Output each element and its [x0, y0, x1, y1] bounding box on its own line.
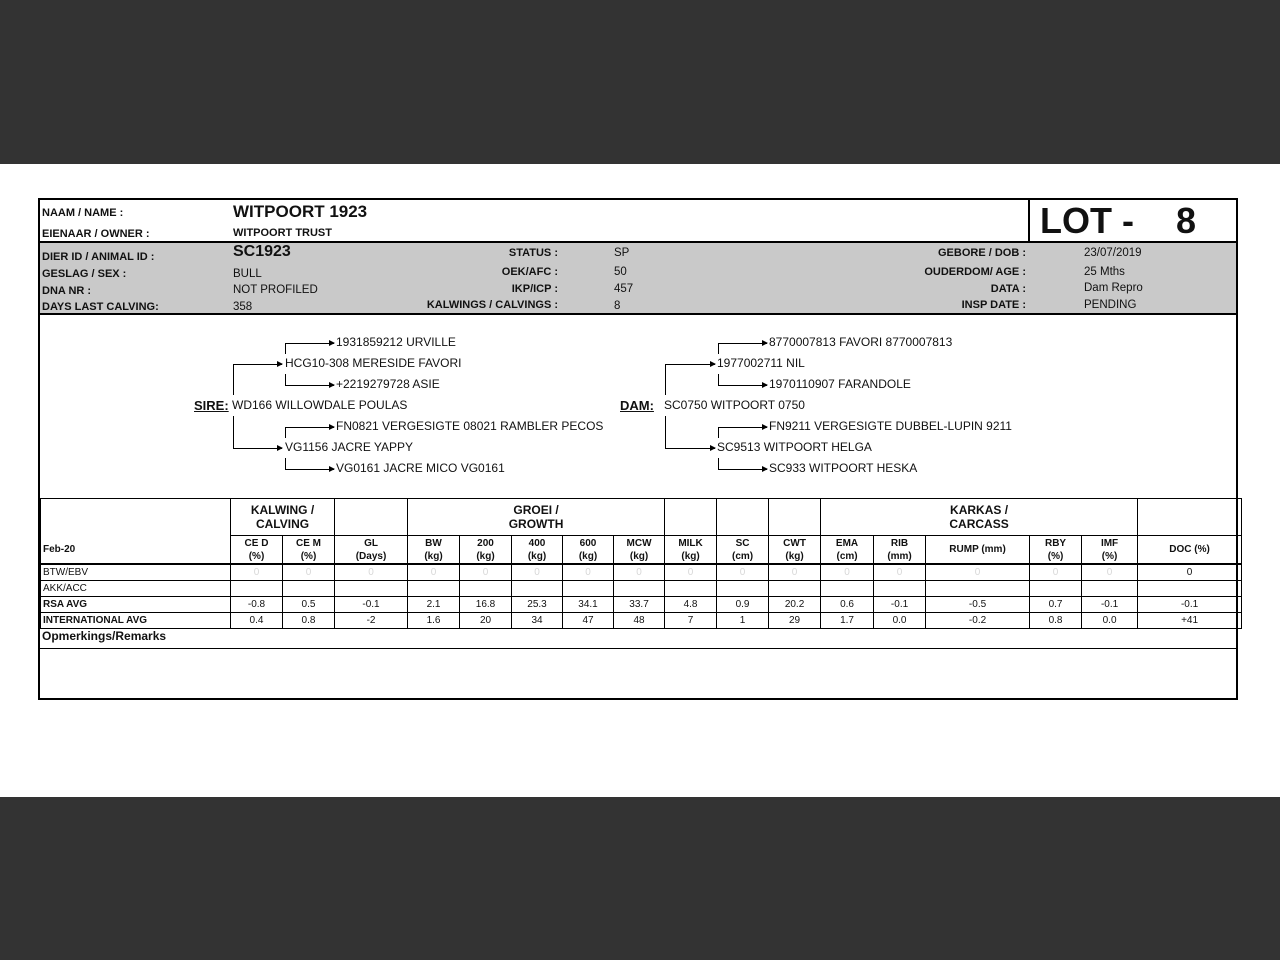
- sire-line-down: [233, 416, 234, 448]
- animal-id-value: SC1923: [233, 243, 291, 260]
- name-label: NAAM / NAME :: [42, 207, 124, 219]
- age-value: 25 Mths: [1084, 266, 1125, 278]
- table-cell: [231, 581, 283, 597]
- column-header: EMA (cm): [821, 536, 874, 565]
- column-header: GL (Days): [335, 536, 408, 565]
- table-cell: -0.1: [1082, 597, 1138, 613]
- table-cell: 20.2: [769, 597, 821, 613]
- table-cell: 25.3: [512, 597, 563, 613]
- table-cell: [926, 581, 1030, 597]
- table-cell: 1: [717, 613, 769, 629]
- table-cell: 0: [769, 564, 821, 581]
- status-value: SP: [614, 247, 630, 259]
- table-cell: 20: [460, 613, 512, 629]
- animal-id-label: DIER ID / ANIMAL ID :: [42, 251, 155, 263]
- table-cell: 7: [665, 613, 717, 629]
- dam-line-up: [665, 364, 666, 395]
- table-cell: -0.1: [1138, 597, 1242, 613]
- group-growth: GROEI / GROWTH: [408, 499, 665, 536]
- ikp-label: IKP/ICP :: [511, 283, 558, 295]
- dam-label: DAM:: [620, 398, 654, 413]
- table-row: [41, 581, 1242, 597]
- sire-name: WD166 WILLOWDALE POULAS: [232, 398, 408, 412]
- table-cell: [665, 581, 717, 597]
- table-cell: -0.1: [335, 597, 408, 613]
- table-cell: 0.5: [283, 597, 335, 613]
- column-header: 200 (kg): [460, 536, 512, 565]
- age-label: OUDERDOM/ AGE :: [924, 266, 1026, 278]
- table-cell: 1.6: [408, 613, 460, 629]
- dam-sire-dam-name: 1970110907 FARANDOLE: [769, 377, 911, 391]
- ds-line-down: [718, 374, 719, 385]
- table-cell: 0.8: [283, 613, 335, 629]
- column-header: RBY (%): [1030, 536, 1082, 565]
- table-cell: -0.8: [231, 597, 283, 613]
- sire-label: SIRE:: [194, 398, 229, 413]
- table-cell: 0: [717, 564, 769, 581]
- days-value: 358: [233, 301, 253, 313]
- sire-dam-sire-name: FN0821 VERGESIGTE 08021 RAMBLER PECOS: [336, 419, 604, 433]
- table-cell: 0: [1138, 564, 1242, 581]
- dob-label: GEBORE / DOB :: [937, 247, 1026, 259]
- ikp-value: 457: [614, 283, 634, 295]
- table-cell: [1138, 581, 1242, 597]
- table-cell: 0: [614, 564, 665, 581]
- table-cell: 2.1: [408, 597, 460, 613]
- ss-line-up: [285, 343, 286, 354]
- column-header: 600 (kg): [563, 536, 614, 565]
- insp-value: PENDING: [1084, 299, 1137, 311]
- owner-value: WITPOORT TRUST: [233, 227, 332, 239]
- days-label: DAYS LAST CALVING:: [42, 301, 159, 313]
- animal-card: [38, 198, 1238, 700]
- column-header: BW (kg): [408, 536, 460, 565]
- table-cell: [283, 581, 335, 597]
- table-cell: 0.0: [874, 613, 926, 629]
- table-cell: 0: [926, 564, 1030, 581]
- table-cell: 0: [408, 564, 460, 581]
- table-cell: 0: [1082, 564, 1138, 581]
- dam-name: SC0750 WITPOORT 0750: [664, 398, 805, 412]
- table-cell: 0.7: [1030, 597, 1082, 613]
- sex-label: GESLAG / SEX :: [42, 268, 127, 280]
- table-cell: 0: [231, 564, 283, 581]
- sire-line-up: [233, 364, 234, 395]
- sire-sire-dam-name: +2219279728 ASIE: [336, 377, 440, 391]
- sire-arrow-sire: [233, 364, 282, 365]
- dna-value: NOT PROFILED: [233, 284, 318, 296]
- table-cell: 4.8: [665, 597, 717, 613]
- table-cell: 0.4: [231, 613, 283, 629]
- sire-sire-sire-name: 1931859212 URVILLE: [336, 335, 456, 349]
- ds-line-up: [718, 343, 719, 354]
- table-cell: [1030, 581, 1082, 597]
- table-cell: -0.5: [926, 597, 1030, 613]
- table-cell: [874, 581, 926, 597]
- table-cell: [335, 581, 408, 597]
- calvings-label: KALWINGS / CALVINGS :: [426, 299, 558, 311]
- table-cell: 0: [283, 564, 335, 581]
- table-cell: [1082, 581, 1138, 597]
- data-value: Dam Repro: [1084, 282, 1143, 294]
- ds-arrow-sire: [718, 343, 767, 344]
- table-cell: 29: [769, 613, 821, 629]
- sire-dam-dam-name: VG0161 JACRE MICO VG0161: [336, 461, 505, 475]
- column-header: CE M (%): [283, 536, 335, 565]
- dd-line-up: [718, 427, 719, 438]
- dob-value: 23/07/2019: [1084, 247, 1142, 259]
- table-cell: [717, 581, 769, 597]
- column-header: MCW (kg): [614, 536, 665, 565]
- table-cell: -0.1: [874, 597, 926, 613]
- table-cell: [460, 581, 512, 597]
- table-cell: 34: [512, 613, 563, 629]
- sd-line-down: [285, 458, 286, 469]
- table-cell: [563, 581, 614, 597]
- table-cell: 0.0: [1082, 613, 1138, 629]
- sire-arrow-dam: [233, 448, 282, 449]
- row-label: BTW/EBV: [41, 564, 231, 581]
- owner-label: EIENAAR / OWNER :: [42, 228, 150, 240]
- ds-arrow-dam: [718, 385, 767, 386]
- table-cell: 0: [1030, 564, 1082, 581]
- dd-arrow-sire: [718, 427, 767, 428]
- date-label: Feb-20: [41, 536, 231, 565]
- table-cell: 0: [512, 564, 563, 581]
- table-cell: 16.8: [460, 597, 512, 613]
- row-label: AKK/ACC: [41, 581, 231, 597]
- sheet: [0, 164, 1280, 797]
- table-cell: 0: [821, 564, 874, 581]
- dam-arrow-dam: [665, 448, 715, 449]
- column-header: DOC (%): [1138, 536, 1242, 565]
- dam-sire-name: 1977002711 NIL: [717, 356, 805, 370]
- table-row: [41, 564, 1242, 581]
- table-cell: +41: [1138, 613, 1242, 629]
- table-cell: 0: [563, 564, 614, 581]
- table-cell: 47: [563, 613, 614, 629]
- ss-arrow-sire: [285, 343, 334, 344]
- insp-label: INSP DATE :: [961, 299, 1026, 311]
- table-cell: 0: [460, 564, 512, 581]
- row-label: RSA AVG: [41, 597, 231, 613]
- table-cell: 1.7: [821, 613, 874, 629]
- column-header: SC (cm): [717, 536, 769, 565]
- animal-name: WITPOORT 1923: [233, 202, 368, 221]
- table-cell: [512, 581, 563, 597]
- remarks-divider: [40, 648, 1236, 649]
- table-cell: 0: [335, 564, 408, 581]
- ss-line-down: [285, 374, 286, 385]
- table-row: [41, 597, 1242, 613]
- sex-value: BULL: [233, 268, 262, 280]
- sd-arrow-dam: [285, 469, 334, 470]
- column-header: RUMP (mm): [926, 536, 1030, 565]
- calvings-value: 8: [614, 300, 621, 312]
- table-cell: -0.2: [926, 613, 1030, 629]
- column-header: IMF (%): [1082, 536, 1138, 565]
- sire-dam-name: VG1156 JACRE YAPPY: [285, 440, 414, 454]
- dd-line-down: [718, 458, 719, 469]
- table-row: [41, 613, 1242, 629]
- table-cell: 0.6: [821, 597, 874, 613]
- lot-label: LOT -: [1040, 200, 1134, 241]
- status-label: STATUS :: [508, 247, 558, 259]
- sire-sire-name: HCG10-308 MERESIDE FAVORI: [285, 356, 462, 370]
- group-carcass: KARKAS / CARCASS: [821, 499, 1138, 536]
- oek-value: 50: [614, 266, 627, 278]
- dam-arrow-sire: [665, 364, 715, 365]
- table-cell: 0.9: [717, 597, 769, 613]
- table-cell: 48: [614, 613, 665, 629]
- dd-arrow-dam: [718, 469, 767, 470]
- group-calving: KALWING / CALVING: [231, 499, 335, 536]
- ss-arrow-dam: [285, 385, 334, 386]
- dam-dam-sire-name: FN9211 VERGESIGTE DUBBEL-LUPIN 9211: [769, 419, 1012, 433]
- table-cell: [769, 581, 821, 597]
- column-header: RIB (mm): [874, 536, 926, 565]
- dna-label: DNA NR :: [42, 285, 92, 297]
- sd-line-up: [285, 427, 286, 438]
- dam-dam-name: SC9513 WITPOORT HELGA: [717, 440, 872, 454]
- ebv-table: [40, 498, 1242, 629]
- column-header: CE D (%): [231, 536, 283, 565]
- table-cell: 0: [665, 564, 717, 581]
- dam-sire-sire-name: 8770007813 FAVORI 8770007813: [769, 335, 953, 349]
- lot-number: 8: [1176, 200, 1197, 241]
- dam-line-down: [665, 416, 666, 448]
- sd-arrow-sire: [285, 427, 334, 428]
- data-label: DATA :: [990, 283, 1026, 295]
- table-cell: 0: [874, 564, 926, 581]
- column-header: CWT (kg): [769, 536, 821, 565]
- table-cell: 34.1: [563, 597, 614, 613]
- table-cell: 0.8: [1030, 613, 1082, 629]
- dam-dam-dam-name: SC933 WITPOORT HESKA: [769, 461, 918, 475]
- lot-divider: [1028, 200, 1030, 241]
- group-header-row: [41, 499, 1242, 536]
- table-cell: [614, 581, 665, 597]
- column-header: 400 (kg): [512, 536, 563, 565]
- details-band: [40, 241, 1236, 315]
- table-cell: 33.7: [614, 597, 665, 613]
- table-cell: [821, 581, 874, 597]
- table-cell: [408, 581, 460, 597]
- oek-label: OEK/AFC :: [501, 266, 558, 278]
- remarks-label: Opmerkings/Remarks: [42, 629, 167, 643]
- table-cell: -2: [335, 613, 408, 629]
- row-label: INTERNATIONAL AVG: [41, 613, 231, 629]
- column-header: MILK (kg): [665, 536, 717, 565]
- column-header-row: [41, 536, 1242, 565]
